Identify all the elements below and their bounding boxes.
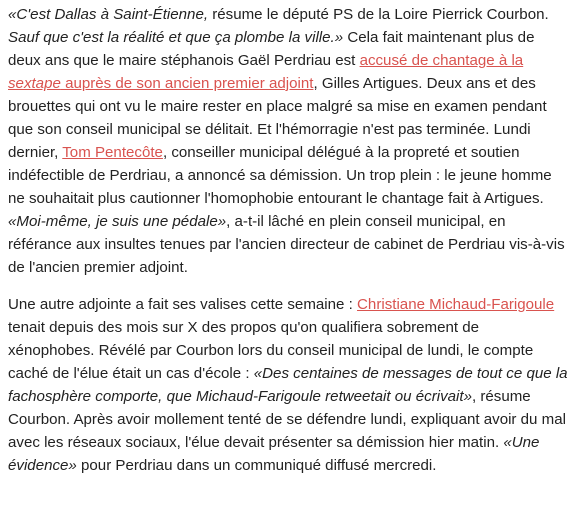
text-segment: , a-t-il lâché en plein conseil municipal, en référance aux insultes tenues par l'ancien directeur de cabinet de Perdriau vis-à-vis de l'ancien premier adjoint. — [8, 213, 565, 276]
link-christiane-michaud-farigoule[interactable]: Christiane Michaud-Farigoule — [357, 296, 555, 313]
link-text: auprès de son ancien premier adjoint — [60, 75, 314, 92]
paragraph-2 — [8, 293, 568, 477]
text-segment: résume le député PS de la Loire Pierrick Courbon. — [208, 6, 549, 23]
quote-dallas: «C'est Dallas à Saint-Étienne, — [8, 6, 209, 23]
text-segment: , résume Courbon. Après avoir mollement tenté de se défendre lundi, expliquant avoir du mal avec les réseaux sociaux, l'élue devait présenter sa démission hier matin. — [8, 388, 566, 451]
text-segment: pour Perdriau dans un communiqué diffusé mercredi. — [76, 457, 437, 474]
link-tom-pentecote[interactable]: Tom Pentecôte — [62, 144, 163, 161]
link-text: accusé de chantage à la — [359, 52, 524, 69]
quote-fachosphere: «Des centaines de messages de tout ce que la fachosphère comporte, que Michaud-Farigoule retweetait ou écrivait» — [8, 365, 568, 405]
link-text-emphasis: sextape — [8, 75, 61, 92]
quote-evidence: «Une évidence» — [8, 434, 540, 474]
quote-realite: Sauf que c'est la réalité et que ça plombe la ville.» — [8, 29, 344, 46]
article-body — [8, 3, 568, 477]
text-segment: , Gilles Artigues. Deux ans et des brouettes qui ont vu le maire rester en place malgré sa mise en examen pendant que son conseil municipal se délitait. Et l'hémorragie n'est pas terminée. Lundi dernier, — [8, 75, 547, 161]
text-segment: tenait depuis des mois sur X des propos qu'on qualifiera sobrement de xénophobes. Révélé par Courbon lors du conseil municipal de lundi, le compte caché de l'élue était un cas d'école : — [8, 319, 534, 382]
quote-moi-meme: «Moi-même, je suis une pédale» — [8, 213, 227, 230]
text-segment: Une autre adjointe a fait ses valises cette semaine : — [8, 296, 358, 313]
paragraph-1 — [8, 3, 568, 279]
text-segment: , conseiller municipal délégué à la propreté et soutien indéfectible de Perdriau, a annoncé sa démission. Un trop plein : le jeune homme ne souhaitait plus cautionner l'homophobie entourant le chantage fait à Artigues. — [8, 144, 552, 207]
text-segment: Cela fait maintenant plus de deux ans que le maire stéphanois Gaël Perdriau est — [8, 29, 535, 69]
